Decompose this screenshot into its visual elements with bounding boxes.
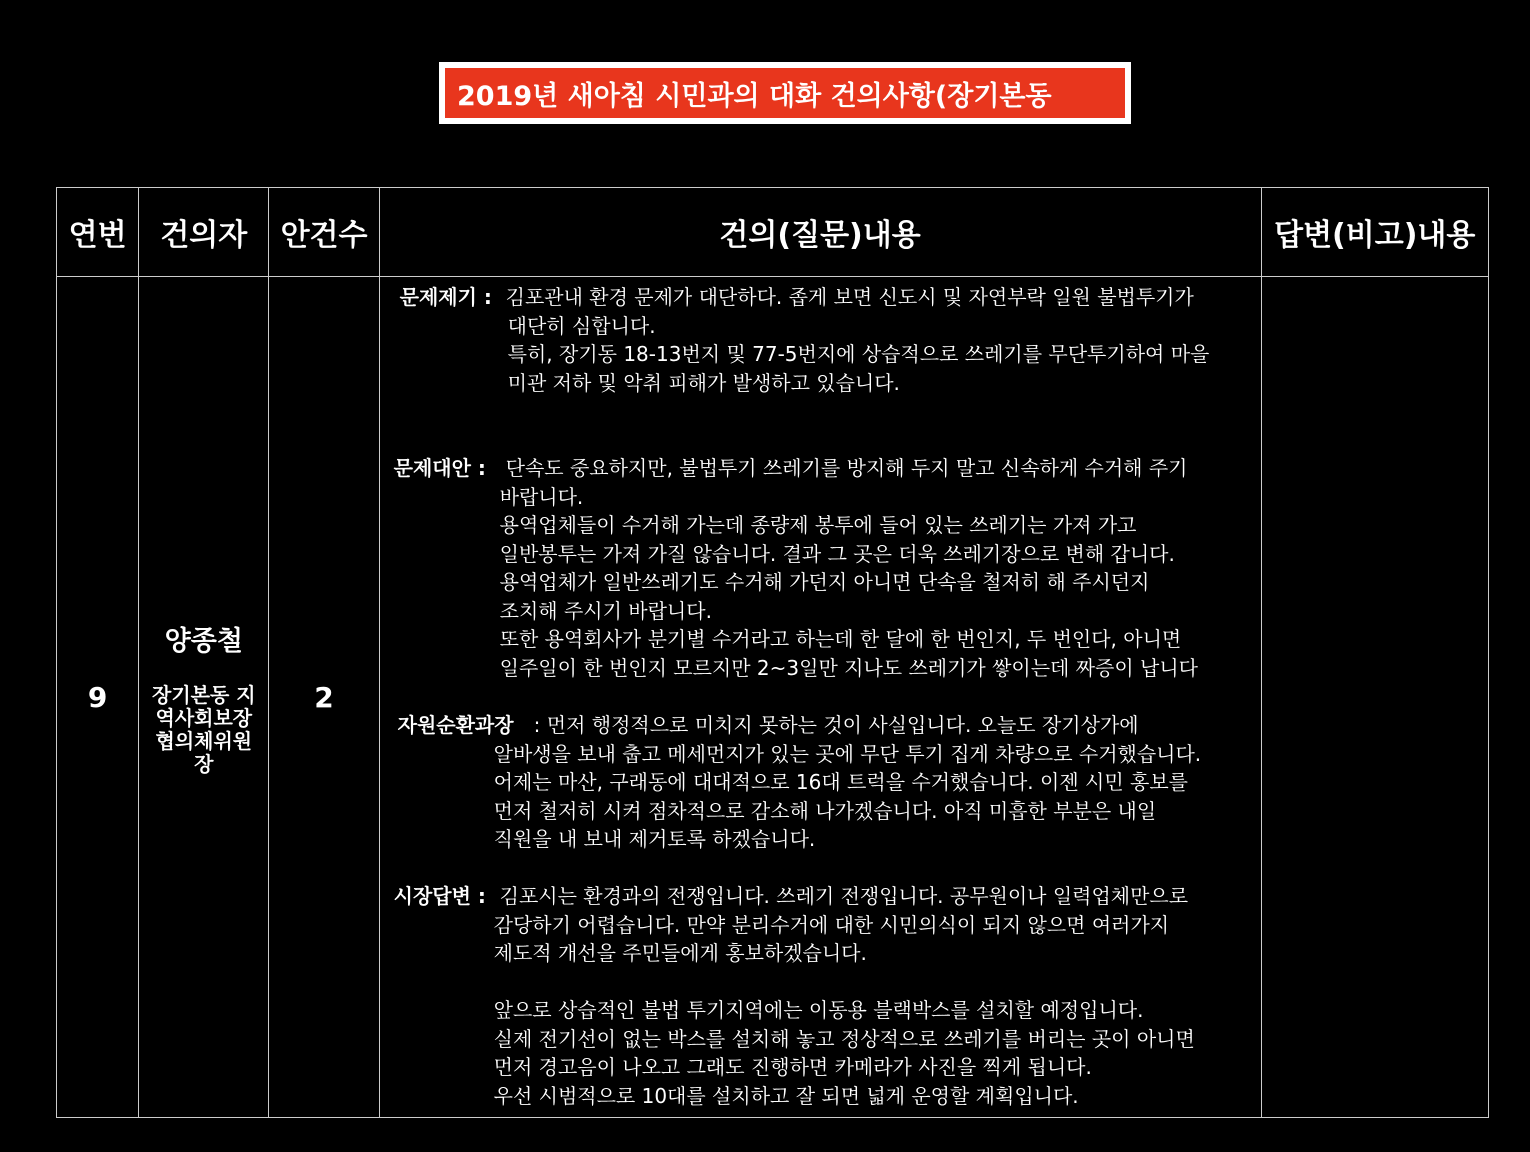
text-line: 앞으로 상습적인 불법 투기지역에는 이동용 블랙박스를 설치할 예정입니다. — [493, 998, 1144, 1022]
text-line: 바랍니다. — [499, 484, 584, 509]
table-row — [57, 277, 1489, 1118]
header-answer: 답변(비고)내용 — [1261, 188, 1489, 277]
text-line: : 먼저 행정적으로 미치지 못하는 것이 사실입니다. 오늘도 장기상가에 — [533, 713, 1139, 737]
text-line: 단속도 중요하지만, 불법투기 쓰레기를 방지해 두지 말고 신속하게 수거해 주기 — [505, 456, 1188, 480]
cell-content — [379, 277, 1261, 1118]
section-alternative — [394, 454, 1198, 682]
text-line: 감당하기 어렵습니다. 만약 분리수거에 대한 시민의식이 되지 않으면 여러가지 — [493, 912, 1170, 937]
text-line: 조치해 주시기 바랍니다. — [499, 598, 712, 623]
text-line: 어제는 마산, 구래동에 대대적으로 16대 트럭을 수거했습니다. 이젠 시민 홍보를 — [493, 770, 1188, 794]
proposal-table — [56, 187, 1489, 1118]
row-number: 9 — [87, 680, 108, 714]
text-line: 실제 전기선이 없는 박스를 설치해 놓고 정상적으로 쓰레기를 버리는 곳이 아니면 — [493, 1026, 1195, 1051]
header-row — [57, 188, 1489, 277]
text-line: 제도적 개선을 주민들에게 홍보하겠습니다. — [493, 941, 867, 965]
text-line: 대단히 심합니다. — [507, 313, 656, 338]
text-line: 용역업체들이 수거해 가는데 종량제 봉투에 들어 있는 쓰레기는 가져 가고 — [499, 513, 1137, 537]
text-line: 우선 시범적으로 10대를 설치하고 잘 되면 넓게 운영할 계획입니다. — [493, 1083, 1079, 1108]
text-line: 직원을 내 보내 제거토록 하겠습니다. — [493, 827, 816, 851]
text-line: 먼저 경고음이 나오고 그래도 진행하면 카메라가 사진을 찍게 됩니다. — [493, 1055, 1092, 1079]
text-line — [494, 968, 1195, 997]
section-body — [494, 882, 1195, 1110]
text-line: 알바생을 보내 춥고 메세먼지가 있는 곳에 무단 투기 집게 차량으로 수거했습니다. — [493, 741, 1202, 766]
section-body — [500, 454, 1198, 682]
title-banner — [439, 62, 1131, 124]
section-label: 문제대안 : — [393, 456, 486, 480]
header-content: 건의(질문)내용 — [379, 188, 1261, 277]
header-no: 연번 — [57, 188, 139, 277]
section-body — [506, 283, 1210, 397]
page-title: 2019년 새아침 시민과의 대화 건의사항(장기본동 — [445, 68, 1125, 118]
section-label: 시장답변 : — [393, 884, 486, 908]
section-department-answer — [398, 711, 1202, 854]
section-label: 문제제기 : — [399, 285, 492, 309]
section-problem — [400, 283, 1210, 397]
section-mayor-answer — [394, 882, 1195, 1110]
header-count: 안건수 — [269, 188, 379, 277]
text-line: 먼저 철저히 시켜 점차적으로 감소해 나가겠습니다. 아직 미흡한 부분은 내일 — [493, 798, 1157, 823]
item-count: 2 — [314, 680, 334, 714]
text-line: 미관 저하 및 악취 피해가 발생하고 있습니다. — [507, 370, 900, 395]
cell-no — [57, 277, 139, 1118]
header-proposer: 건의자 — [139, 188, 269, 277]
text-line: 일반봉투는 가져 가질 않습니다. 결과 그 곳은 더욱 쓰레기장으로 변해 갑니다. — [499, 541, 1175, 566]
section-label: 자원순환과장 — [397, 713, 514, 737]
proposer-role: 장기본동 지역사회보장협의체위원장 — [152, 682, 256, 776]
text-line: 일주일이 한 번인지 모르지만 2~3일만 지나도 쓰레기가 쌓이는데 짜증이 납니다 — [499, 655, 1198, 680]
text-line: 용역업체가 일반쓰레기도 수거해 가던지 아니면 단속을 철저히 해 주시던지 — [499, 570, 1150, 594]
cell-answer — [1261, 277, 1489, 1118]
text-line: 또한 용역회사가 분기별 수거라고 하는데 한 달에 한 번인지, 두 번인다, 아니면 — [499, 627, 1182, 651]
section-body — [494, 711, 1202, 854]
text-line: 김포시는 환경과의 전쟁입니다. 쓰레기 전쟁입니다. 공무원이나 일력업체만으로 — [499, 884, 1189, 908]
proposer-name: 양종철 — [164, 625, 243, 657]
cell-proposer — [139, 277, 269, 1118]
cell-count — [269, 277, 379, 1118]
text-line: 특히, 장기동 18-13번지 및 77-5번지에 상습적으로 쓰레기를 무단투기하여 마을 — [507, 342, 1210, 366]
text-line: 김포관내 환경 문제가 대단하다. 좁게 보면 신도시 및 자연부락 일원 불법투기가 — [505, 285, 1194, 309]
